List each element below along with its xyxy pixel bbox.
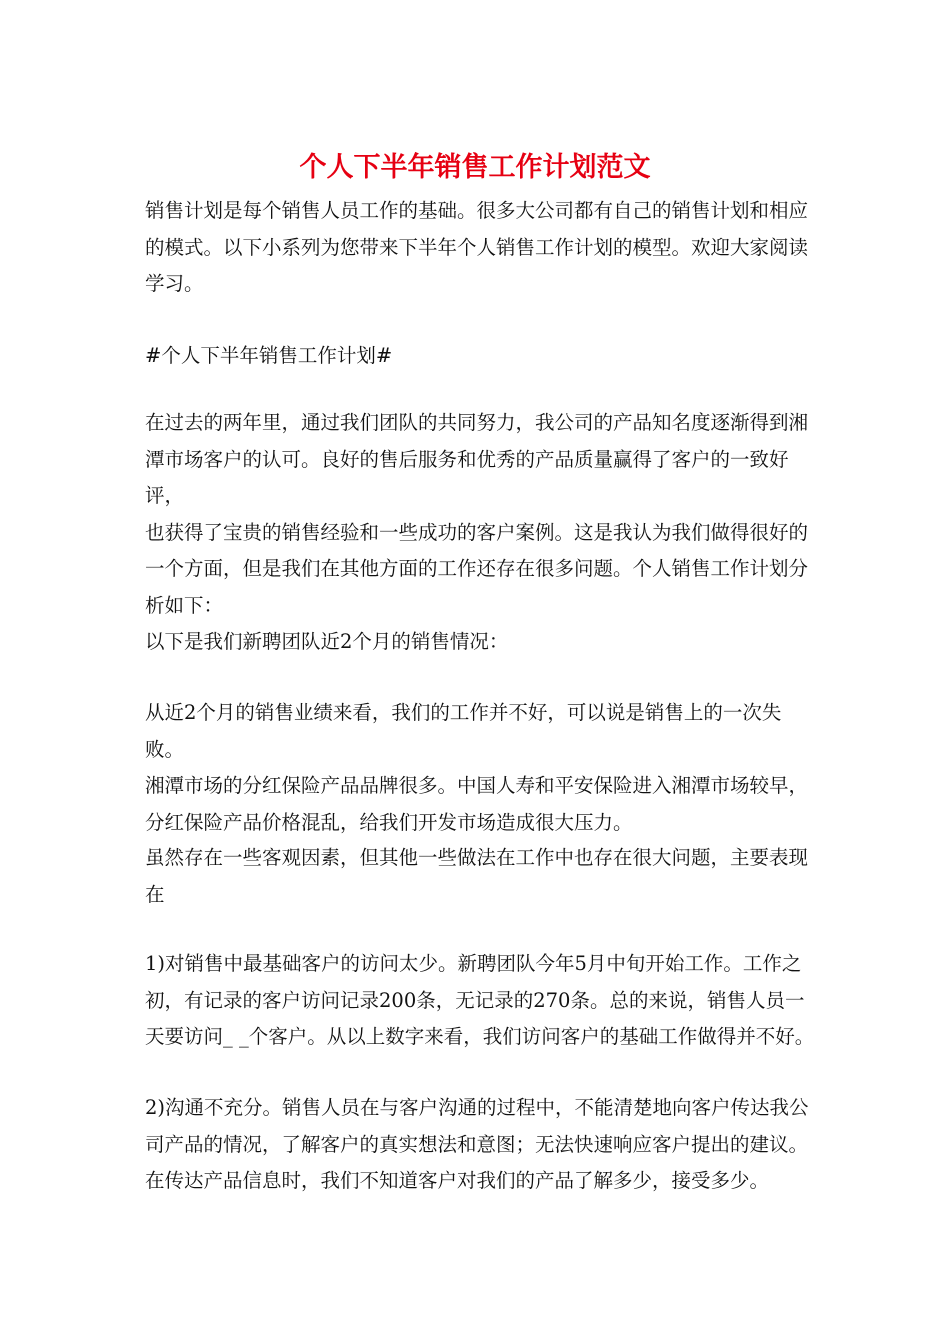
paragraph-point-1: 1)对销售中最基础客户的访问太少。新聘团队今年5月中旬开始工作。工作之 初，有记录的客户访问记录200条，无记录的270条。总的来说，销售人员一 天要访问_ _个客户。从以上数字来看，我们访问客户的基础工作做得并不好。 xyxy=(145,952,815,1048)
paragraph-hashtag: #个人下半年销售工作计划# xyxy=(145,344,393,367)
paragraph-problems: 虽然存在一些客观因素，但其他一些做法在工作中也存在很大问题，主要表现 在 xyxy=(145,846,809,906)
paragraph-intro: 销售计划是每个销售人员工作的基础。很多大公司都有自己的销售计划和相应 的模式。以下小系列为您带来下半年个人销售工作计划的模型。欢迎大家阅读 学习。 xyxy=(145,199,809,295)
paragraph-sales-status: 以下是我们新聘团队近2个月的销售情况： xyxy=(145,630,509,653)
paragraph-point-2: 2)沟通不充分。销售人员在与客户沟通的过程中，不能清楚地向客户传达我公 司产品的情况，了解客户的真实想法和意图；无法快速响应客户提出的建议。 在传达产品信息时，我们不知道客户对我们的产品了解多少，接受多少。 xyxy=(145,1096,809,1192)
paragraph-review: 在过去的两年里，通过我们团队的共同努力，我公司的产品知名度逐渐得到湘 潭市场客户的认可。良好的售后服务和优秀的产品质量赢得了客户的一致好评， 也获得了宝贵的销售经验和一些成功的客户案例。这是我认为我们做得很好的 一个方面，但是我们在其他方面的工作还存在很多问题。个人销售工作计划分 析如下： xyxy=(145,411,809,617)
paragraph-performance: 从近2个月的销售业绩来看，我们的工作并不好，可以说是销售上的一次失败。 湘潭市场的分红保险产品品牌很多。中国人寿和平安保险进入湘潭市场较早， 分红保险产品价格混乱，给我们开发市场造成很大压力。 xyxy=(145,701,809,834)
document-title: 个人下半年销售工作计划范文 xyxy=(299,152,651,183)
